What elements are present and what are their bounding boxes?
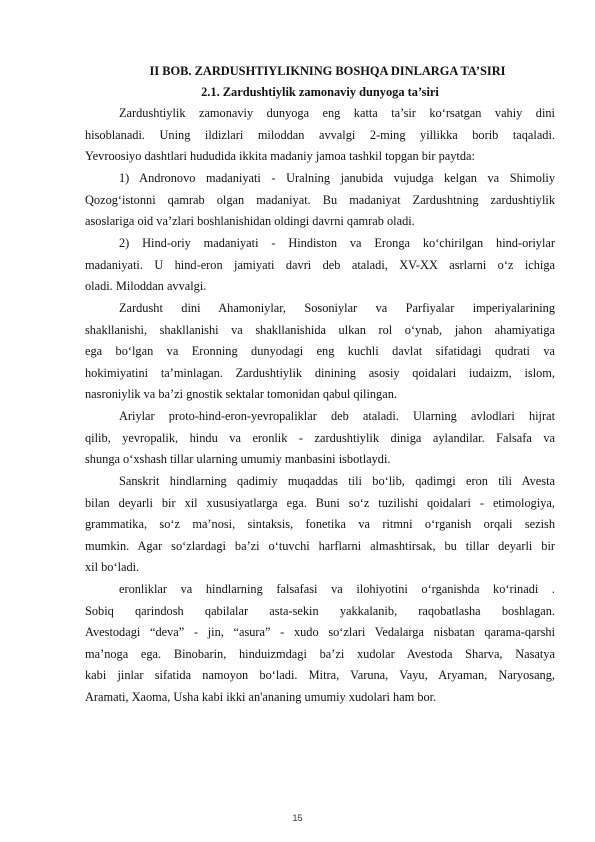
paragraph (85, 579, 555, 709)
text-line: Sanskrit hindlarning qadimiy muqaddas tili bo‘lib, qadimgi eron tili Avesta (119, 474, 555, 488)
text-line: Avestodagi “deva” - jin, “asura” - xudo so‘zlari Vedalarga nisbatan qarama-qarshi (85, 625, 555, 640)
text-line: Sobiq qarindosh qabilalar asta-sekin yakkalanib, raqobatlasha boshlagan. (85, 603, 555, 618)
text-line: ega bo‘lgan va Eronning dunyodagi eng kuchli davlat sifatidagi qudrati va (85, 344, 555, 359)
text-line: Zardusht dini Ahamoniylar, Sosoniylar va Parfiyalar imperiyalarining (119, 301, 555, 315)
paragraph (85, 471, 555, 579)
chapter-heading: II BOB. ZARDUSHTIYLIKNING BOSHQA DINLARGA TA’SIRI (149, 64, 506, 78)
text-line: kabi jinlar sifatida namoyon bo‘ladi. Mitra, Varuna, Vayu, Aryaman, Naryosang, (85, 668, 555, 683)
text-line: shakllanishi, shakllanishi va shakllanishida ulkan rol o‘ynab, jahon ahamiyatiga (85, 322, 555, 337)
text-line: bilan deyarli bir xil xususiyatlarga ega. Buni so‘z tuzilishi qoidalari - etimologiya, (85, 495, 555, 510)
text-line: shunga o‘xshash tillar ularning umumiy manbasini isbotlaydi. (85, 452, 391, 467)
text-line: Yevroosiyo dashtlari hududida ikkita madaniy jamoa tashkil topgan bir paytda: (85, 149, 475, 164)
text-line: Zardushtiylik zamonaviy dunyoga eng katta ta’sir ko‘rsatgan vahiy dini (119, 106, 555, 120)
text-line: asoslariga oid va’zlari boshlanishidan oldingi davrni qamrab oladi. (85, 214, 415, 229)
text-line: xil bo‘ladi. (85, 560, 140, 575)
paragraph (85, 233, 555, 298)
paragraph (85, 406, 555, 471)
text-line: hokimiyatini ta’minlagan. Zardushtiylik dinining asosiy qoidalari iudaizm, islom, (85, 365, 555, 380)
paragraph (85, 168, 555, 233)
text-line: Qozog‘istonni qamrab olgan madaniyat. Bu madaniyat Zardushtning zardushtiylik (85, 192, 555, 207)
text-line: eronliklar va hindlarning falsafasi va ilohiyotini o‘rganishda ko‘rinadi . (119, 582, 555, 596)
text-line: oladi. Miloddan avvalgi. (85, 279, 207, 294)
section-heading: 2.1. Zardushtiylik zamonaviy dunyoga ta’siri (201, 85, 439, 99)
text-line: grammatika, so‘z ma’nosi, sintaksis, fonetika va ritmni o‘rganish orqali sezish (85, 517, 555, 532)
text-line: hisoblanadi. Uning ildizlari miloddan avvalgi 2-ming yillikka borib taqaladi. (85, 127, 555, 142)
paragraph (85, 298, 555, 406)
text-line: mumkin. Agar so‘zlardagi ba’zi o‘tuvchi harflarni almashtirsak, bu tillar deyarli bir (85, 538, 555, 553)
text-line: nasroniylik va ba’zi gnostik sektalar tomonidan qabul qilingan. (85, 387, 397, 402)
paragraph (85, 103, 555, 168)
text-line: ma’noga ega. Binobarin, hinduizmdagi ba’zi xudolar Avestoda Sharva, Nasatya (85, 646, 555, 661)
text-line: Ariylar proto-hind-eron-yevropaliklar deb ataladi. Ularning avlodlari hijrat (119, 409, 555, 423)
text-line: madaniyati. U hind-eron jamiyati davri deb ataladi, XV-XX asrlarni o‘z ichiga (85, 257, 555, 272)
text-line: 2) Hind-oriy madaniyati - Hindiston va Eronga ko‘chirilgan hind-oriylar (119, 236, 555, 250)
text-line: 1) Andronovo madaniyati - Uralning janubida vujudga kelgan va Shimoliy (119, 171, 555, 185)
text-line: qilib, yevropalik, hindu va eronlik - zardushtiylik diniga aylandilar. Falsafa va (85, 430, 555, 445)
page-number: 15 (292, 813, 303, 823)
text-line: Aramati, Xaoma, Usha kabi ikki an'ananing umumiy xudolari ham bor. (85, 689, 437, 704)
